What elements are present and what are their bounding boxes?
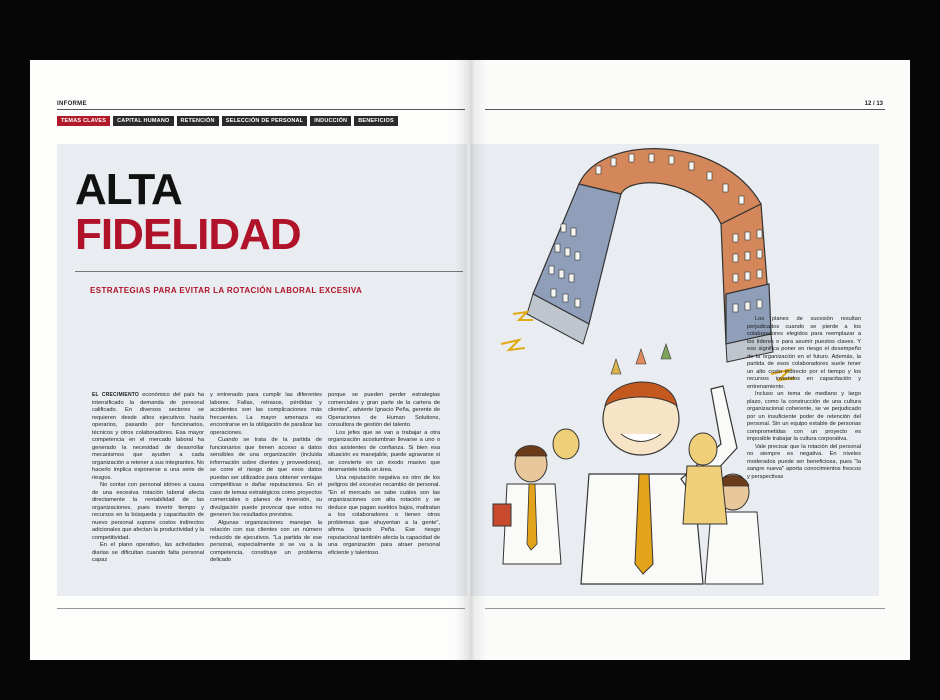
- col4-p2: Incluso un tema de mediano y largo plazo, como la construcción de una cultura organizacional coherente, se ve perjudicado por un insuficiente poder de retención del personal. Sin un equipo estable de personas comprometidas con un proyecto es imposible trabajar la cultura corporativa.: [747, 391, 861, 442]
- tag-beneficios: BENEFICIOS: [354, 116, 398, 126]
- title-panel: [57, 144, 467, 596]
- col4-p1: Los planes de sucesión resultan perjudicados cuando se pierde a los colaboradores elegidos para reemplazar a los líderes o para asumir puestos claves. Y eso significa poner en riesgo el desempeño de la organización en el futuro. Además, la partida de esos colaboradores suele tener un alto costo indirecto por el tiempo y los recursos invertidos en capacitación y entrenamiento.: [747, 316, 861, 390]
- header-rule: [57, 109, 465, 110]
- title-line-1: ALTA: [75, 165, 182, 214]
- col2-p1: y entrenado para cumplir las diferentes labores. Fallas, retrasos, pérdidas y accidentes son las complicaciones más frecuentes. La mayor amenaza es encontrarse en la obligación de paralizar las operaciones.: [210, 392, 322, 436]
- col1-p3: En el plano operativo, las actividades diarias se dificultan cuando falta personal capaz: [92, 542, 204, 563]
- page-number: 12 / 13: [864, 101, 883, 107]
- text-column-1: [92, 392, 204, 565]
- footer-rule-right: [485, 608, 885, 609]
- col3-p1: porque se pueden perder estrategias comerciales y gran parte de la cartera de clientes", advierte Ignacio Peña, gerente de Operaciones de Human Solutions, consultora de gestión del talento.: [328, 392, 440, 428]
- tag-retencion: RETENCIÓN: [177, 116, 219, 126]
- text-column-4: [747, 316, 861, 481]
- col1-p1: económico del país ha intensificado la demanda de personal calificado. En diversos sectores se requieren desde altos ejecutivos hasta operarios, pasando por funcionarios, técnicos y otros colaboradores. Esa mayor competencia en el mercado laboral ha generado la necesidad de desarrollar mecanismos que ayuden a cada organización a retener a sus integrantes. No hacerlo implica exponerse a una serie de riesgos.: [92, 392, 204, 481]
- tag-list: [57, 116, 398, 126]
- col4-p3: Vale precisar que la rotación del personal no siempre es negativa. En niveles moderados puede ser beneficiosa, pues "la sangre nueva" aporta conocimientos frescos y perspectivas: [747, 443, 861, 480]
- lead-in: EL CRECIMIENTO: [92, 392, 140, 398]
- col2-p2: Cuando se trata de la partida de funcionarios que tienen acceso a datos sensibles de una organización (incluida información sobre clientes y proveedores), se corre el riesgo de que esos datos puedan ser utilizados para obtener ventajas competitivas o dañar reputaciones. En el caso de temas estratégicos como proyectos comerciales o planes de inversión, su divulgación puede provocar que estos no generen los resultados previstos.: [210, 437, 322, 518]
- left-page: [30, 60, 471, 660]
- right-page: [471, 60, 910, 660]
- tag-temas-claves: TEMAS CLAVES: [57, 116, 110, 126]
- tag-seleccion: SELECCIÓN DE PERSONAL: [222, 116, 308, 126]
- text-column-3: [328, 392, 440, 557]
- text-column-2: [210, 392, 322, 565]
- tag-capital-humano: CAPITAL HUMANO: [113, 116, 173, 126]
- col3-p2: Los jefes que se van a trabajar a otra organización acostumbran llevarse a uno o dos asistentes de confianza. Si bien esa situación es manejable, puede agravarse si se convierte en un éxodo masivo que desmantele toda un área.: [328, 429, 440, 473]
- title-line-2: FIDELIDAD: [75, 210, 301, 259]
- spine-shadow: [455, 60, 487, 660]
- magazine-spread: [30, 60, 910, 660]
- title-rule: [75, 271, 463, 272]
- header-rule-right: [485, 109, 885, 110]
- subtitle: ESTRATEGIAS PARA EVITAR LA ROTACIÓN LABORAL EXCESIVA: [90, 286, 363, 295]
- col2-p3: Algunas organizaciones manejan la relación con sus clientes con un número reducido de ejecutivos. "La partida de ese personal, especialmente si se va a la competencia, constituye un problema delicado: [210, 519, 322, 563]
- footer-rule: [57, 608, 465, 609]
- col1-p2: No contar con personal idóneo a causa de una excesiva rotación laboral afecta directamente la rentabilidad de las organizaciones, pues invertir tiempo y recursos en la búsqueda y capacitación de nuevo personal supone costos indirectos adicionales que afectan la productividad y la competitividad.: [92, 482, 204, 541]
- tag-induccion: INDUCCIÓN: [310, 116, 351, 126]
- section-label: INFORME: [57, 101, 87, 107]
- col3-p3: Una reputación negativa es otro de los peligros del excesivo recambio de personal. "En el mercado se sabe cuáles son las organizaciones con alta rotación y se deduce que pagan sueldos bajos, maltratan a los colaboradores o tienen otros problemas que ahuyentan a la gente", afirma Ignacio Peña. Ese riesgo reputacional también afecta la capacidad de una organización para atraer personal eficiente y talentoso.: [328, 474, 440, 556]
